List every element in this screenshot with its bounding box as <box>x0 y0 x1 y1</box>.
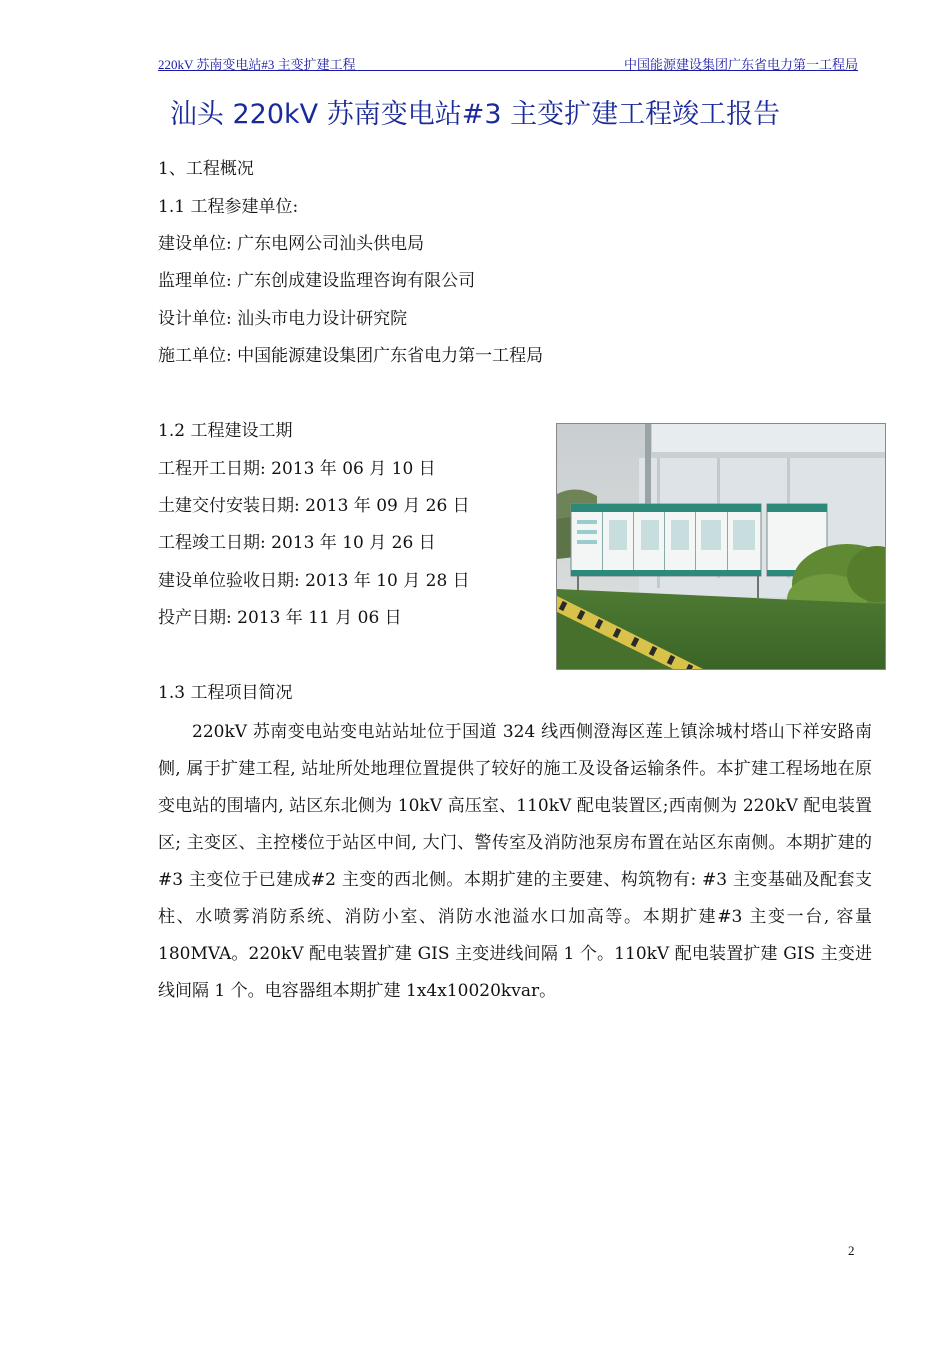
site-photo <box>556 423 886 670</box>
document-title: 汕头 220kV 苏南变电站#3 主变扩建工程竣工报告 <box>169 99 781 130</box>
subsection-heading-schedule: 1.2 工程建设工期 <box>158 421 293 441</box>
unit-line-design: 设计单位: 汕头市电力设计研究院 <box>158 309 408 329</box>
unit-line-supervision: 监理单位: 广东创成建设监理咨询有限公司 <box>158 271 476 291</box>
running-header-right: 中国能源建设集团广东省电力第一工程局 <box>623 57 858 72</box>
date-line-completion: 工程竣工日期: 2013 年 10 月 26 日 <box>158 533 436 553</box>
running-header-left: 220kV 苏南变电站#3 主变扩建工程 <box>158 57 356 72</box>
project-overview-paragraph: 220kV 苏南变电站变电站站址位于国道 324 线西侧澄海区莲上镇涂城村塔山下祥安路南侧, 属于扩建工程, 站址所处地理位置提供了较好的施工及设备运输条件。本扩建工程场地在原变电站的围墙内, 站区东北侧为 10kV 高压室、110kV 配电装置区;西南侧为 220kV 配电装置区; 主变区、主控楼位于站区中间, 大门、警传室及消防池泵房布置在站区东南侧。本期扩建的#3 主变位于已建成#2 主变的西北侧。本期扩建的主要建、构筑物有: #3 主变基础及配套支柱、水喷雾消防系统、消防小室、消防水池溢水口加高等。本期扩建#3 主变一台, 容量 180MVA。220kV 配电装置扩建 GIS 主变进线间隔 1 个。110kV 配电装置扩建 GIS 主变进线间隔 1 个。电容器组本期扩建 1x4x10020kvar。 <box>158 722 872 1001</box>
unit-line-contractor: 施工单位: 中国能源建设集团广东省电力第一工程局 <box>158 346 544 366</box>
subsection-heading-overview: 1.3 工程项目简况 <box>158 683 293 703</box>
section-heading: 1、工程概况 <box>158 159 254 179</box>
subsection-heading-participants: 1.1 工程参建单位: <box>158 197 299 217</box>
date-line-handover: 土建交付安装日期: 2013 年 09 月 26 日 <box>158 496 470 516</box>
date-line-acceptance: 建设单位验收日期: 2013 年 10 月 28 日 <box>158 571 470 591</box>
unit-line-construction: 建设单位: 广东电网公司汕头供电局 <box>158 234 425 254</box>
date-line-start: 工程开工日期: 2013 年 06 月 10 日 <box>158 459 436 479</box>
page-number: 2 <box>848 1243 855 1258</box>
date-line-operation: 投产日期: 2013 年 11 月 06 日 <box>158 608 402 628</box>
header-rule <box>158 70 858 71</box>
